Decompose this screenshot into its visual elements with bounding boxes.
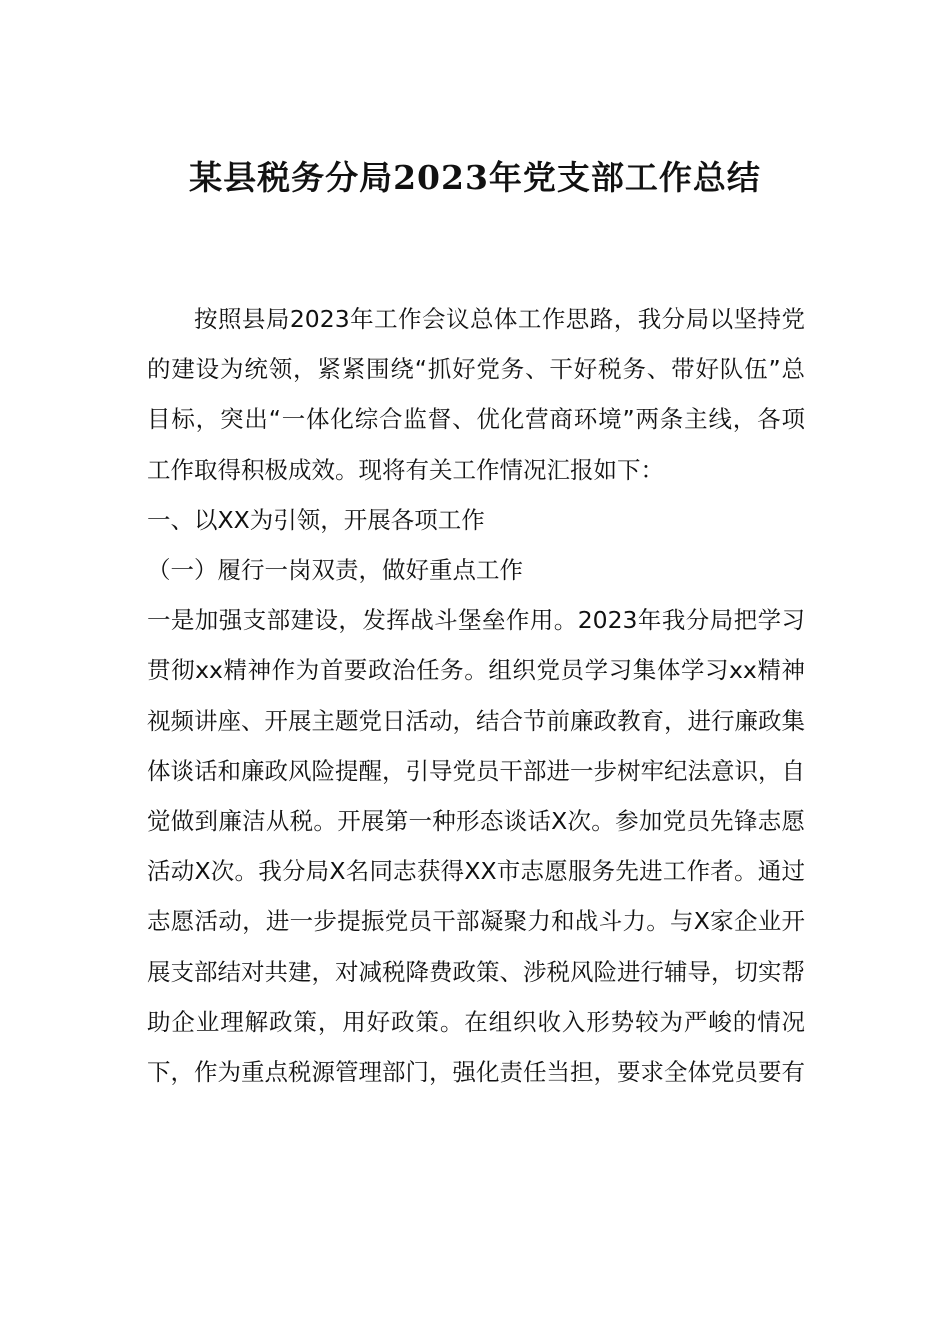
intro-paragraph: 按照县局2023年工作会议总体工作思路，我分局以坚持党的建设为统领，紧紧围绕“抓好党务、干好税务、带好队伍”总目标，突出“一体化综合监督、优化营商环境”两条主线，各项工作取得积极成效。现将有关工作情况汇报如下： [147, 305, 805, 484]
document-body [147, 294, 805, 1097]
body-paragraph: 一是加强支部建设，发挥战斗堡垒作用。2023年我分局把学习贯彻xx精神作为首要政治任务。组织党员学习集体学习xx精神视频讲座、开展主题党日活动，结合节前廉政教育，进行廉政集体谈话和廉政风险提醒，引导党员干部进一步树牢纪法意识，自觉做到廉洁从税。开展第一种形态谈话X次。参加党员先锋志愿活动X次。我分局X名同志获得XX市志愿服务先进工作者。通过志愿活动，进一步提振党员干部凝聚力和战斗力。与X家企业开展支部结对共建，对减税降费政策、涉税风险进行辅导，切实帮助企业理解政策，用好政策。在组织收入形势较为严峻的情况下，作为重点税源管理部门，强化责任当担，要求全体党员要有 [147, 606, 805, 1087]
document-title: 某县税务分局2023年党支部工作总结 [189, 158, 761, 197]
section-heading: 一、以XX为引领，开展各项工作 [147, 505, 485, 534]
subsection-heading: （一）履行一岗双责，做好重点工作 [147, 556, 523, 585]
